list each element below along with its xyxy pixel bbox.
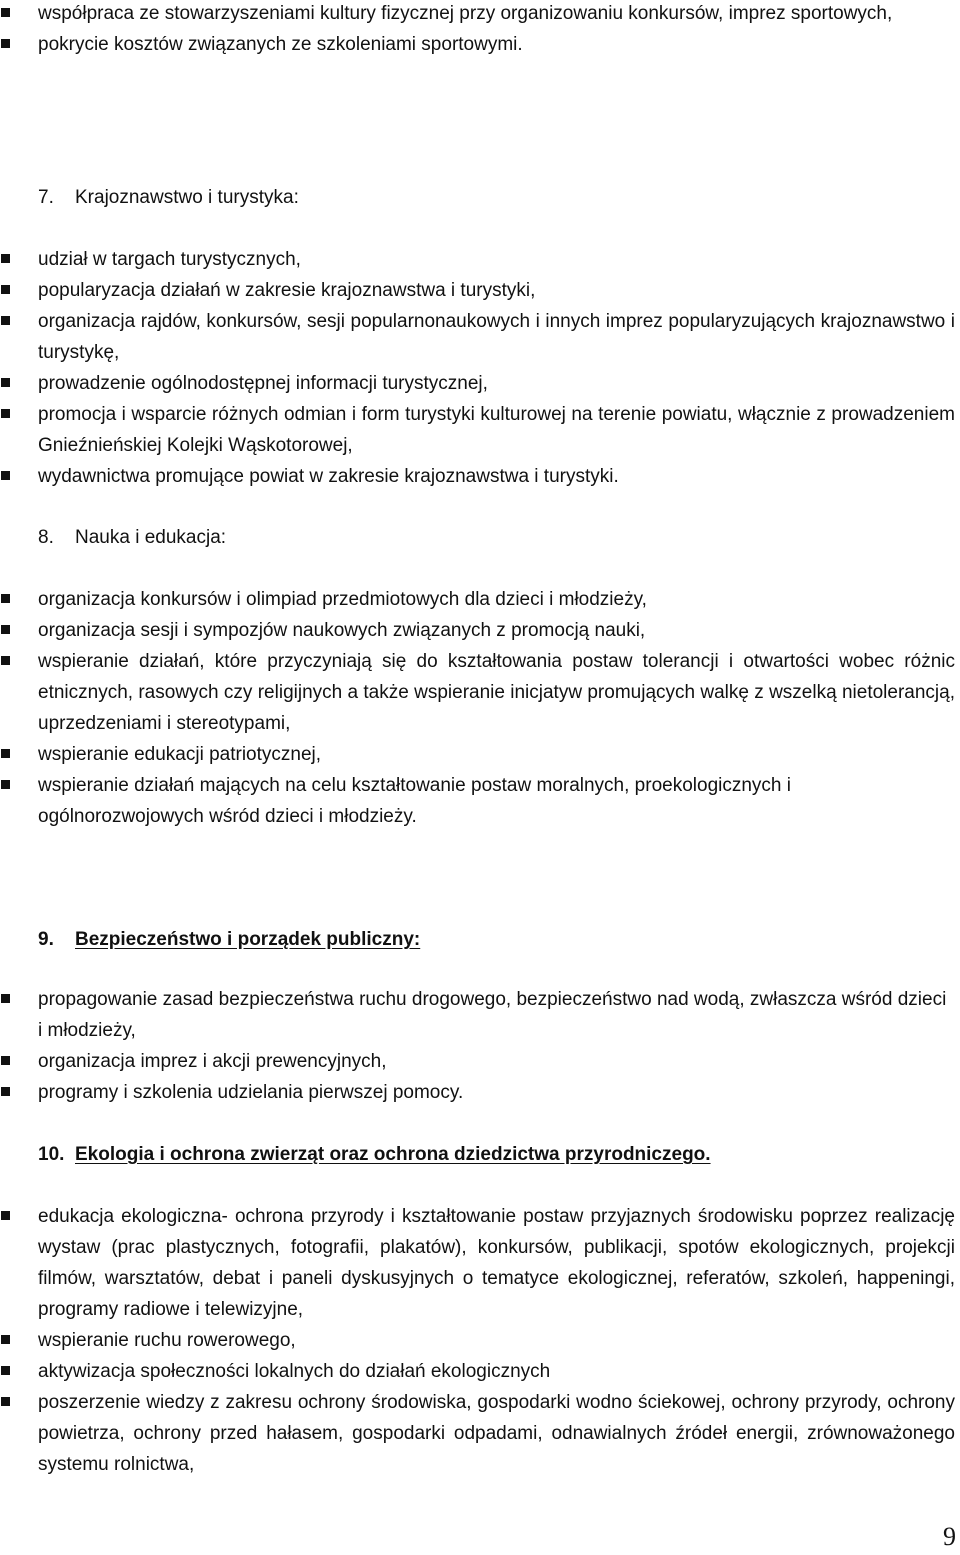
list-item: organizacja imprez i akcji prewencyjnych, xyxy=(0,1046,960,1077)
list-item: organizacja rajdów, konkursów, sesji popularnonaukowych i innych imprez popularyzujących krajoznawstwo i turystykę, xyxy=(0,306,960,368)
square-bullet-icon xyxy=(1,656,10,665)
section-7-list xyxy=(0,244,960,492)
section-heading-10: 10. Ekologia i ochrona zwierząt oraz ochrona dziedzictwa przyrodniczego. xyxy=(38,1144,711,1165)
list-item: organizacja konkursów i olimpiad przedmiotowych dla dzieci i młodzieży, xyxy=(0,584,960,615)
section-8-list xyxy=(0,584,960,832)
section-heading-9: 9. Bezpieczeństwo i porządek publiczny: xyxy=(38,929,421,950)
list-item: aktywizacja społeczności lokalnych do działań ekologicznych xyxy=(0,1356,960,1387)
section-heading-7: 7. Krajoznawstwo i turystyka: xyxy=(38,187,299,208)
square-bullet-icon xyxy=(1,1335,10,1344)
square-bullet-icon xyxy=(1,39,10,48)
section-10-list xyxy=(0,1201,960,1480)
square-bullet-icon xyxy=(1,254,10,263)
square-bullet-icon xyxy=(1,1211,10,1220)
list-item: wspieranie edukacji patriotycznej, xyxy=(0,739,960,770)
square-bullet-icon xyxy=(1,471,10,480)
square-bullet-icon xyxy=(1,409,10,418)
square-bullet-icon xyxy=(1,285,10,294)
list-item: organizacja sesji i sympozjów naukowych związanych z promocją nauki, xyxy=(0,615,960,646)
square-bullet-icon xyxy=(1,749,10,758)
square-bullet-icon xyxy=(1,625,10,634)
list-item: popularyzacja działań w zakresie krajoznawstwa i turystyki, xyxy=(0,275,960,306)
list-item: prowadzenie ogólnodostępnej informacji turystycznej, xyxy=(0,368,960,399)
section-9-list xyxy=(0,984,960,1108)
list-item: pokrycie kosztów związanych ze szkoleniami sportowymi. xyxy=(0,29,960,60)
list-item: udział w targach turystycznych, xyxy=(0,244,960,275)
list-item: wspieranie działań mających na celu kształtowanie postaw moralnych, proekologicznych i ogólnorozwojowych wśród dzieci i młodzieży. xyxy=(0,770,960,832)
continuation-list xyxy=(0,0,960,60)
square-bullet-icon xyxy=(1,1087,10,1096)
square-bullet-icon xyxy=(1,994,10,1003)
list-item: współpraca ze stowarzyszeniami kultury fizycznej przy organizowaniu konkursów, imprez sportowych, xyxy=(0,0,960,29)
square-bullet-icon xyxy=(1,1397,10,1406)
list-item: wydawnictwa promujące powiat w zakresie krajoznawstwa i turystyki. xyxy=(0,461,960,492)
section-heading-8: 8. Nauka i edukacja: xyxy=(38,527,227,548)
square-bullet-icon xyxy=(1,378,10,387)
square-bullet-icon xyxy=(1,316,10,325)
list-item: poszerzenie wiedzy z zakresu ochrony środowiska, gospodarki wodno ściekowej, ochrony przyrody, ochrony powietrza, ochrony przed hałasem, gospodarki odpadami, odnawialnych źródeł energii, zrównoważonego systemu rolnictwa, xyxy=(0,1387,960,1480)
square-bullet-icon xyxy=(1,1056,10,1065)
list-item: programy i szkolenia udzielania pierwszej pomocy. xyxy=(0,1077,960,1108)
list-item: edukacja ekologiczna- ochrona przyrody i kształtowanie postaw przyjaznych środowisku poprzez realizację wystaw (prac plastycznych, fotografii, plakatów), konkursów, publikacji, spotów ekologicznych, projekcji filmów, warsztatów, debat i paneli dyskusyjnych o tematyce ekologicznej, referatów, szkoleń, happeningi, programy radiowe i telewizyjne, xyxy=(0,1201,960,1325)
square-bullet-icon xyxy=(1,594,10,603)
square-bullet-icon xyxy=(1,780,10,789)
list-item: promocja i wsparcie różnych odmian i form turystyki kulturowej na terenie powiatu, włącznie z prowadzeniem Gnieźnieńskiej Kolejki Wąskotorowej, xyxy=(0,399,960,461)
page-number: 9 xyxy=(943,1522,956,1551)
list-item: wspieranie ruchu rowerowego, xyxy=(0,1325,960,1356)
list-item: propagowanie zasad bezpieczeństwa ruchu drogowego, bezpieczeństwo nad wodą, zwłaszcza wśród dzieci i młodzieży, xyxy=(0,984,960,1046)
square-bullet-icon xyxy=(1,8,10,17)
list-item: wspieranie działań, które przyczyniają się do kształtowania postaw tolerancji i otwartości wobec różnic etnicznych, rasowych czy religijnych a także wspieranie inicjatyw promujących walkę z wszelką nietolerancją, uprzedzeniami i stereotypami, xyxy=(0,646,960,739)
square-bullet-icon xyxy=(1,1366,10,1375)
